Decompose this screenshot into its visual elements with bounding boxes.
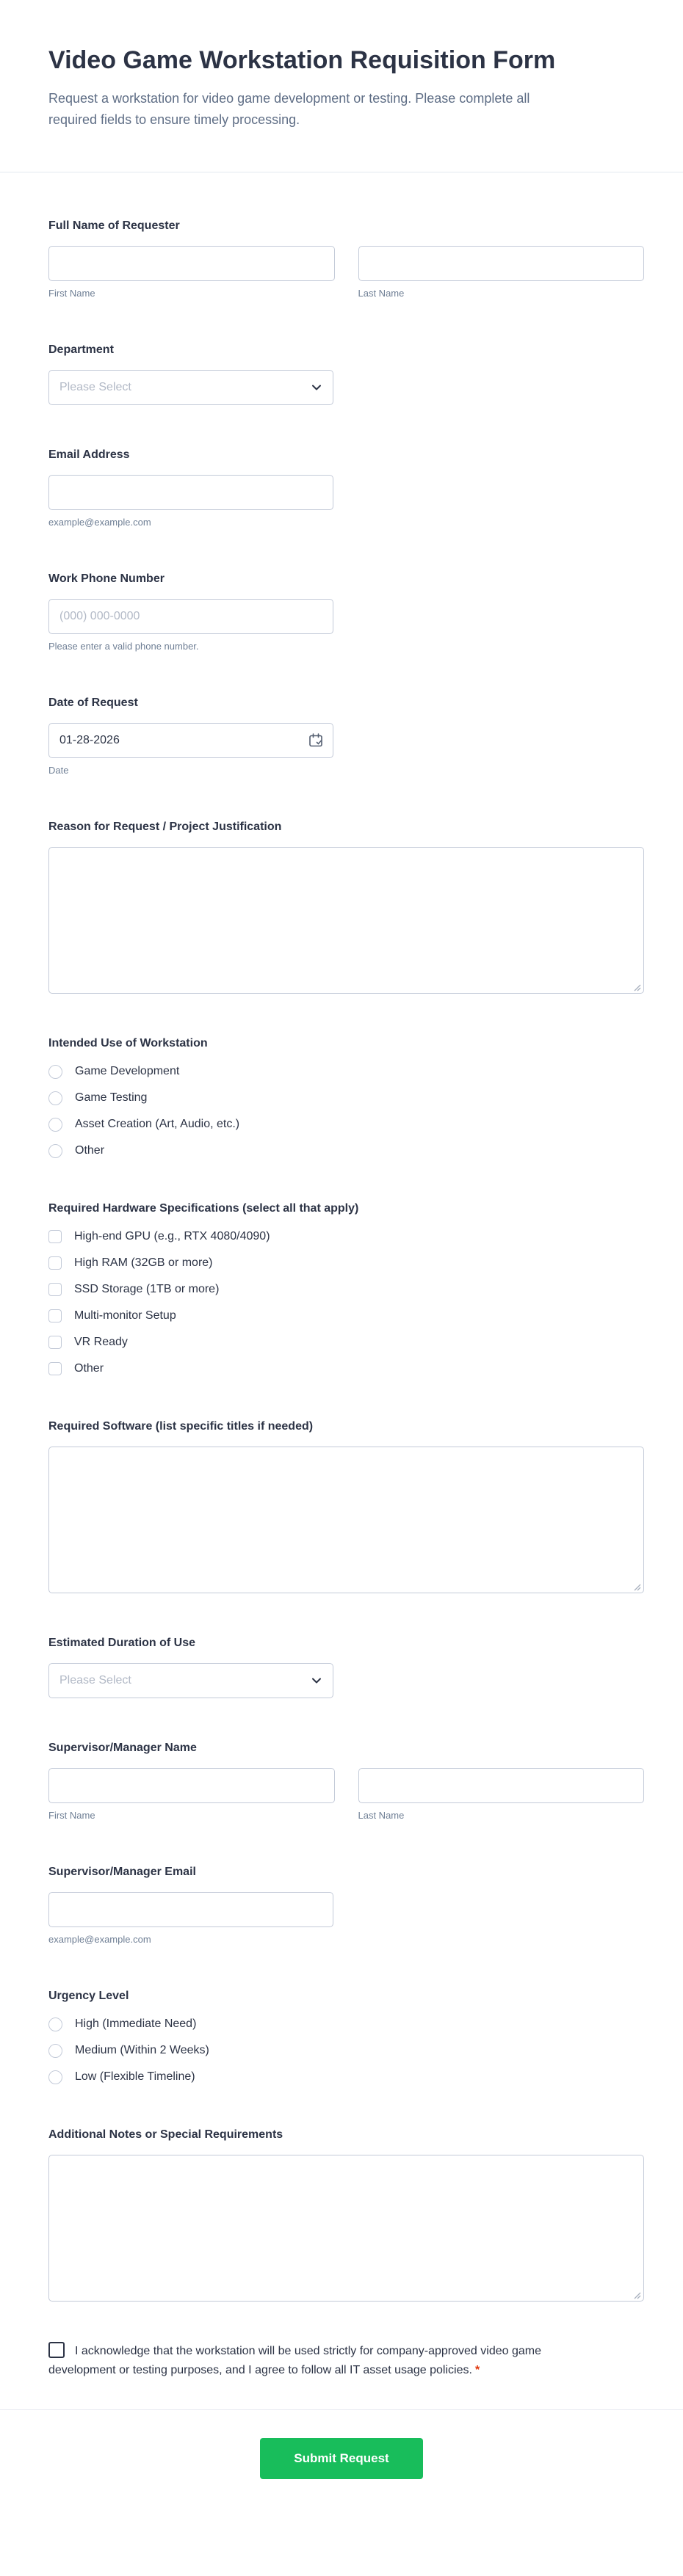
notes-label: Additional Notes or Special Requirements (48, 2128, 283, 2141)
acknowledgment-text: I acknowledge that the workstation will be used strictly for company-approved video game development or testing purposes, and I agree to follow all IT asset usage policies. (48, 2345, 541, 2376)
chevron-down-icon (311, 1675, 322, 1687)
radio-option-urgency-low[interactable] (48, 2069, 644, 2085)
checkbox-option-label: High RAM (32GB or more) (74, 1256, 213, 1269)
calendar-icon[interactable] (308, 732, 324, 749)
checkbox-option-label: VR Ready (74, 1336, 128, 1348)
radio-option-urgency-high[interactable] (48, 2016, 644, 2032)
question-reason (48, 818, 644, 994)
question-date (48, 694, 644, 777)
hardware-label: Required Hardware Specifications (select all that apply) (48, 1202, 359, 1215)
supervisor-email-label: Supervisor/Manager Email (48, 1866, 196, 1878)
radio-icon[interactable] (48, 1118, 62, 1132)
date-input[interactable] (48, 723, 333, 758)
question-phone (48, 570, 644, 653)
requester-name-label: Full Name of Requester (48, 219, 180, 232)
supervisor-last-name-sublabel: Last Name (358, 1810, 405, 1821)
date-label: Date of Request (48, 696, 138, 709)
supervisor-email-hint: example@example.com (48, 1934, 151, 1945)
checkbox-option-other-hardware[interactable] (48, 1361, 644, 1377)
question-requester-name (48, 217, 644, 300)
question-supervisor-email (48, 1863, 644, 1946)
radio-option-label: Other (75, 1144, 105, 1157)
radio-option-label: Game Testing (75, 1091, 148, 1104)
radio-icon[interactable] (48, 2044, 62, 2058)
supervisor-last-name-input[interactable] (358, 1768, 645, 1803)
form-subtitle: Request a workstation for video game development or testing. Please complete all required fields to ensure timely processing. (48, 91, 530, 127)
radio-option-label: Medium (Within 2 Weeks) (75, 2044, 209, 2056)
checkbox-icon[interactable] (48, 1309, 62, 1322)
department-label: Department (48, 343, 114, 356)
radio-option-other-use[interactable] (48, 1143, 644, 1159)
question-intended-use (48, 1034, 644, 1159)
checkbox-option-ssd[interactable] (48, 1281, 644, 1298)
radio-option-asset-creation[interactable] (48, 1116, 644, 1132)
email-hint: example@example.com (48, 517, 151, 528)
checkbox-option-label: High-end GPU (e.g., RTX 4080/4090) (74, 1230, 270, 1242)
requester-last-name-input[interactable] (358, 246, 645, 281)
submit-request-button[interactable]: Submit Request (260, 2438, 423, 2479)
checkbox-option-label: Other (74, 1362, 104, 1375)
radio-option-game-development[interactable] (48, 1063, 644, 1080)
radio-icon[interactable] (48, 1091, 62, 1105)
radio-option-label: Asset Creation (Art, Audio, etc.) (75, 1118, 240, 1130)
checkbox-icon[interactable] (48, 1283, 62, 1296)
duration-select[interactable] (48, 1663, 333, 1698)
chevron-down-icon (311, 382, 322, 393)
checkbox-option-multi-monitor[interactable] (48, 1308, 644, 1324)
supervisor-name-label: Supervisor/Manager Name (48, 1742, 197, 1754)
question-notes (48, 2125, 644, 2302)
question-hardware (48, 1199, 644, 1377)
question-duration (48, 1634, 644, 1698)
checkbox-option-label: SSD Storage (1TB or more) (74, 1283, 220, 1295)
phone-input[interactable] (48, 599, 333, 634)
phone-hint: Please enter a valid phone number. (48, 641, 199, 652)
intended-use-label: Intended Use of Workstation (48, 1037, 208, 1049)
radio-option-label: High (Immediate Need) (75, 2017, 197, 2030)
radio-option-label: Low (Flexible Timeline) (75, 2070, 195, 2083)
supervisor-email-input[interactable] (48, 1892, 333, 1927)
reason-textarea[interactable] (48, 847, 644, 994)
urgency-label: Urgency Level (48, 1990, 129, 2002)
radio-icon[interactable] (48, 1065, 62, 1079)
form-title: Video Game Workstation Requisition Form (48, 46, 556, 74)
question-software (48, 1417, 644, 1593)
email-label: Email Address (48, 448, 130, 461)
software-label: Required Software (list specific titles if needed) (48, 1420, 314, 1433)
radio-icon[interactable] (48, 2070, 62, 2084)
supervisor-first-name-input[interactable] (48, 1768, 335, 1803)
requester-first-name-input[interactable] (48, 246, 335, 281)
radio-option-game-testing[interactable] (48, 1090, 644, 1106)
radio-option-urgency-medium[interactable] (48, 2042, 644, 2059)
duration-label: Estimated Duration of Use (48, 1637, 196, 1649)
requester-first-name-sublabel: First Name (48, 288, 95, 299)
question-email (48, 445, 644, 529)
form-footer (0, 2410, 683, 2519)
checkbox-icon[interactable] (48, 1256, 62, 1270)
supervisor-first-name-sublabel: First Name (48, 1810, 95, 1821)
acknowledgment-row (48, 2342, 570, 2380)
required-asterisk: * (474, 2364, 480, 2376)
requester-last-name-sublabel: Last Name (358, 288, 405, 299)
form-header (0, 0, 683, 131)
form-body (0, 172, 683, 2380)
phone-label: Work Phone Number (48, 572, 165, 585)
checkbox-option-gpu[interactable] (48, 1229, 644, 1245)
notes-textarea[interactable] (48, 2155, 644, 2302)
radio-option-label: Game Development (75, 1065, 180, 1077)
reason-label: Reason for Request / Project Justification (48, 821, 282, 833)
checkbox-icon[interactable] (48, 1362, 62, 1375)
question-supervisor-name (48, 1739, 644, 1822)
department-select[interactable] (48, 370, 333, 405)
department-select-value: Please Select (59, 381, 131, 393)
email-input[interactable] (48, 475, 333, 510)
checkbox-option-ram[interactable] (48, 1255, 644, 1271)
radio-icon[interactable] (48, 2017, 62, 2031)
checkbox-icon[interactable] (48, 1336, 62, 1349)
duration-select-value: Please Select (59, 1674, 131, 1687)
question-department (48, 341, 644, 405)
date-hint: Date (48, 765, 69, 776)
checkbox-option-vr-ready[interactable] (48, 1334, 644, 1350)
software-textarea[interactable] (48, 1447, 644, 1593)
checkbox-option-label: Multi-monitor Setup (74, 1309, 176, 1322)
checkbox-icon[interactable] (48, 1230, 62, 1243)
radio-icon[interactable] (48, 1144, 62, 1158)
question-urgency (48, 1987, 644, 2085)
acknowledgment-checkbox[interactable] (48, 2342, 65, 2358)
